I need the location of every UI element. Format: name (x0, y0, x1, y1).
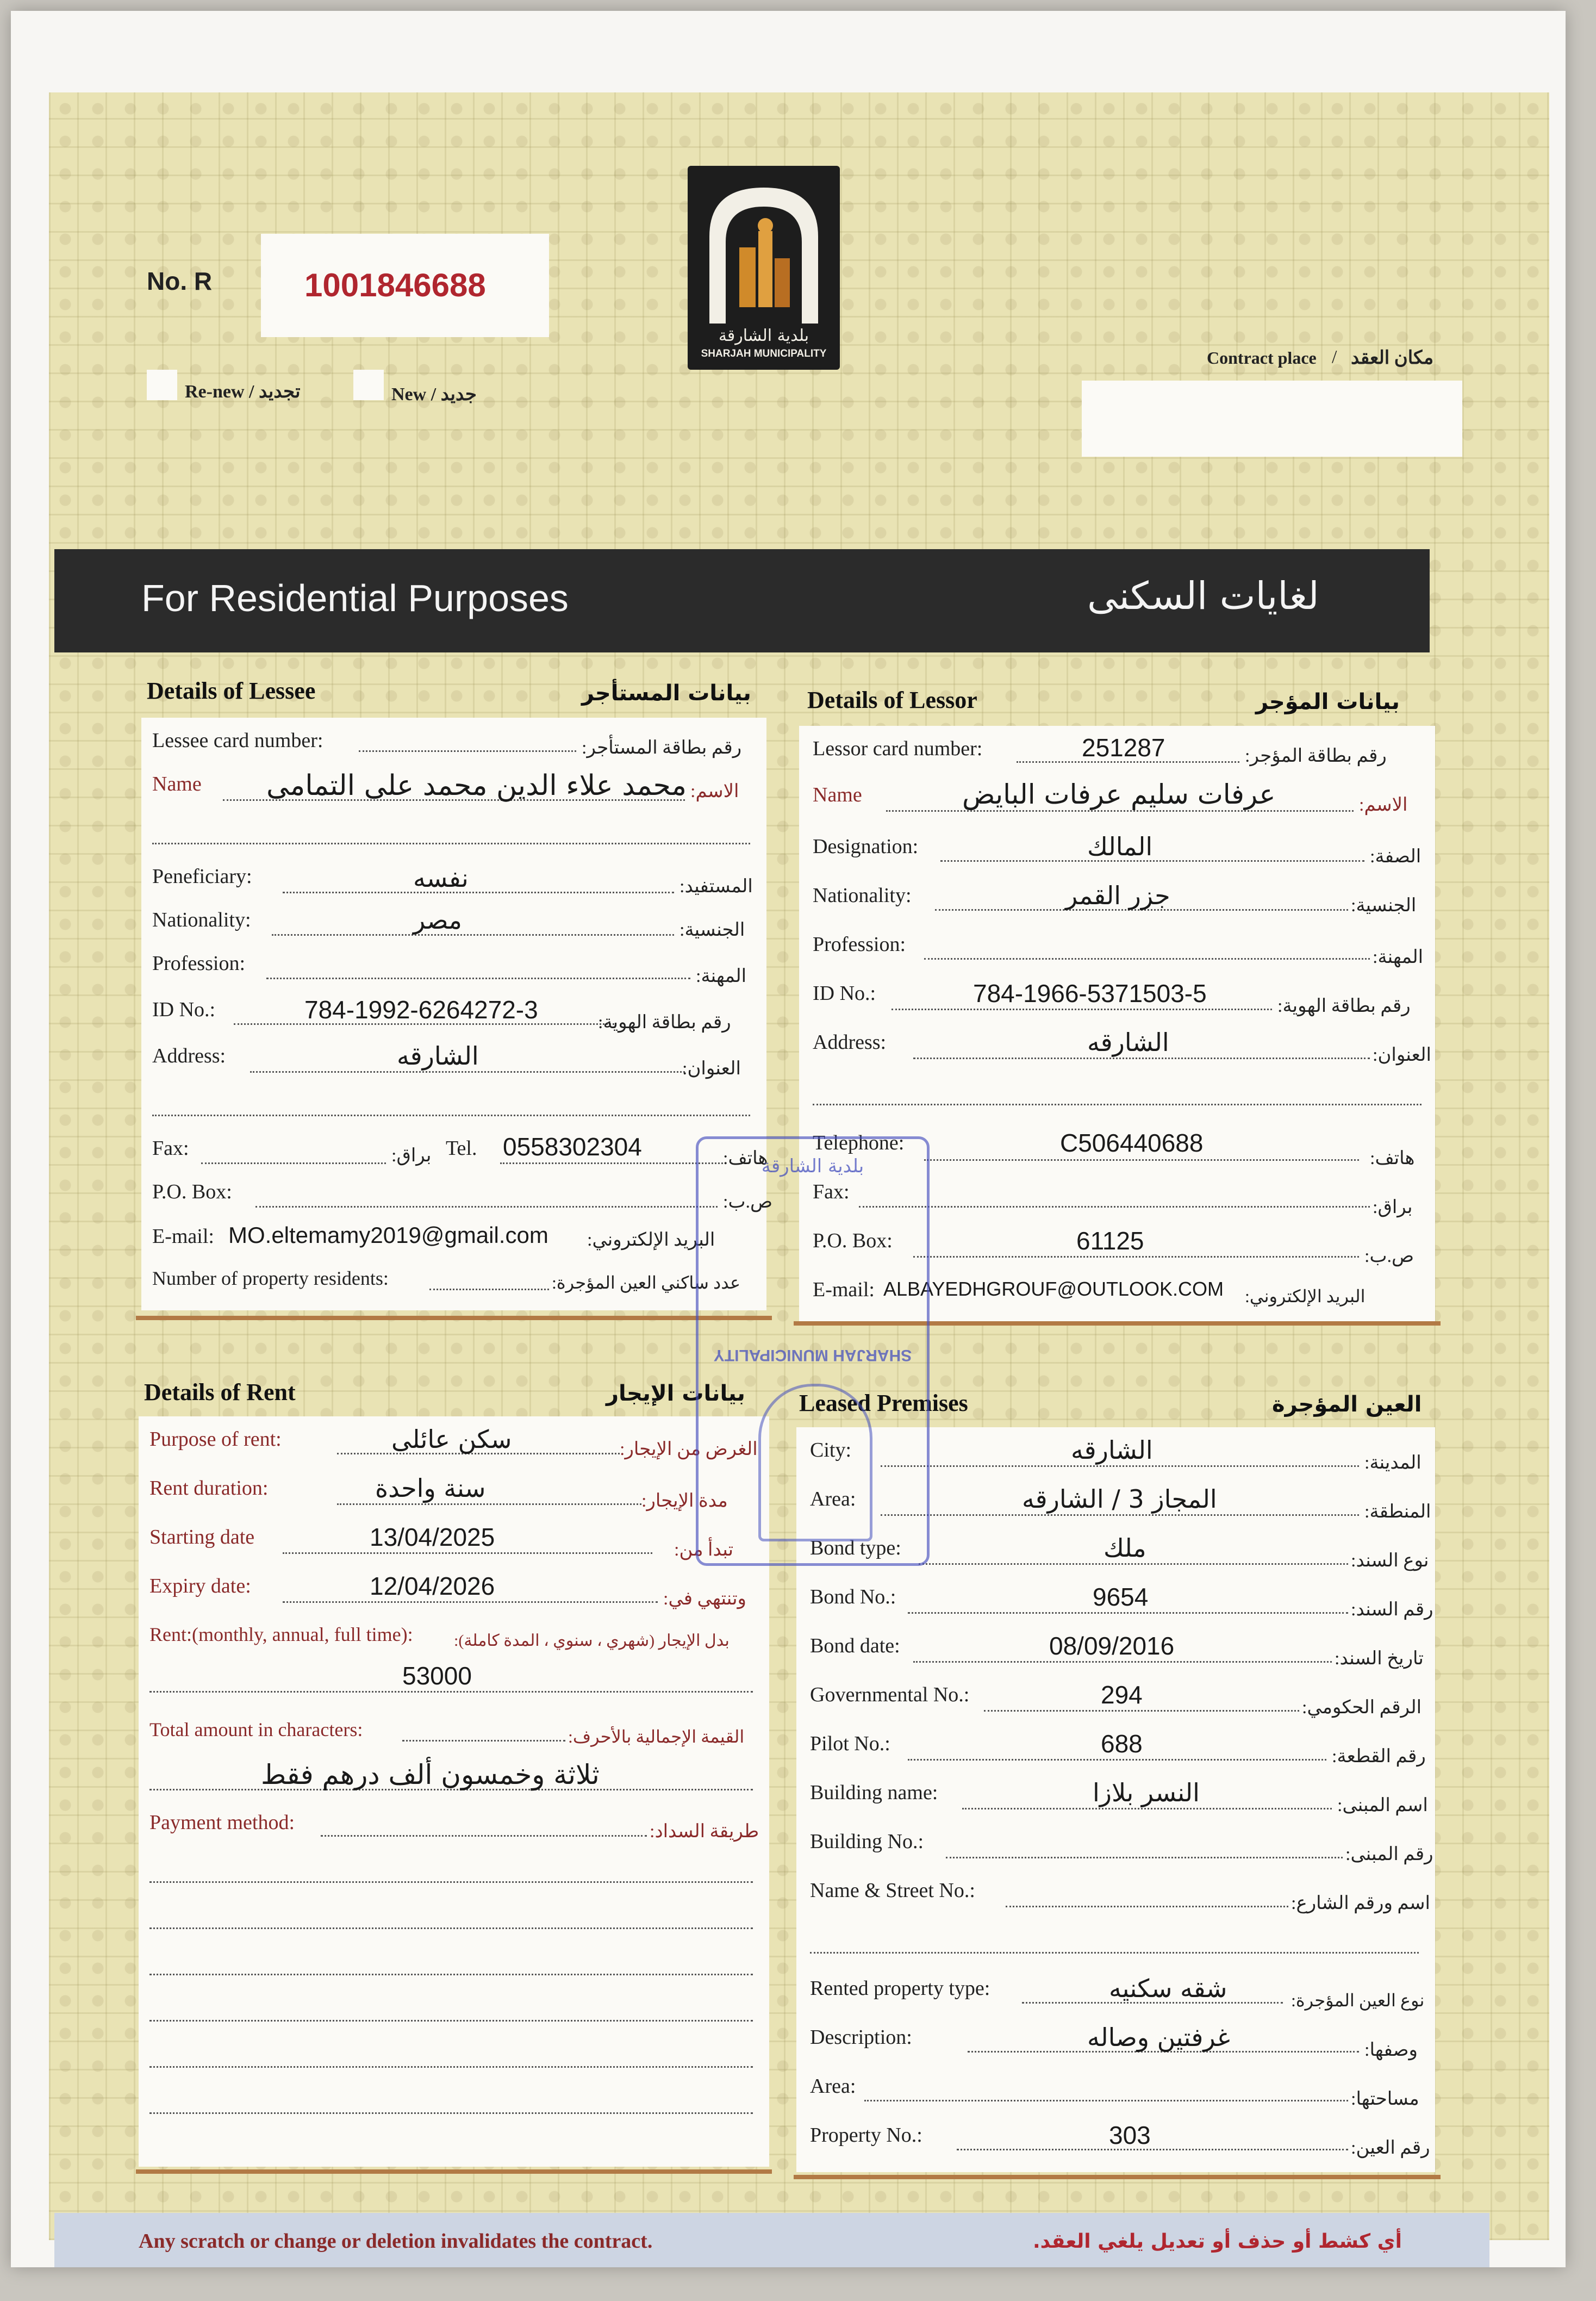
lessor-designation-label-en: Designation: (813, 835, 919, 858)
lessee-card-label-ar: رقم بطاقة المستأجر: (582, 738, 742, 758)
title-ar: لغايات السكنى (1087, 574, 1319, 618)
lessee-address-value: الشارقه (397, 1041, 479, 1071)
premises-bondtype-value: ملك (1104, 1533, 1146, 1563)
rent-expiry-label-en: Expiry date: (149, 1575, 251, 1597)
rent-amount-value: 53000 (402, 1662, 472, 1690)
footer-warning-en: Any scratch or change or deletion invalidates the contract. (139, 2230, 653, 2253)
dotted-line (149, 1691, 753, 1693)
lessee-profession-label-en: Profession: (152, 952, 245, 975)
premises-bondtype-label-en: Bond type: (810, 1537, 901, 1559)
lessor-card-value: 251287 (1082, 733, 1165, 762)
lessor-heading-ar: بيانات المؤجر (1256, 689, 1400, 714)
lessor-nationality-value: جزر القمر (1065, 881, 1170, 910)
dotted-line (149, 2066, 753, 2068)
lessor-card-label-ar: رقم بطاقة المؤجر: (1245, 746, 1387, 766)
premises-bonddate-label-en: Bond date: (810, 1634, 900, 1657)
lessee-name-value: محمد علاء الدين محمد على التمامى (266, 769, 687, 802)
dotted-line (500, 1162, 723, 1164)
premises-heading-en: Leased Premises (799, 1390, 968, 1416)
lessee-profession-label-ar: المهنة: (696, 966, 747, 986)
lessee-nationality-label-ar: الجنسية: (679, 920, 745, 940)
lessee-beneficiary-label-ar: المستفيد: (679, 876, 753, 897)
lessee-tel-value: 0558302304 (503, 1133, 642, 1161)
premises-bname-label-ar: اسم المبنى: (1337, 1795, 1428, 1815)
lessor-name-label-en: Name (813, 783, 862, 806)
lessee-email-label-ar: البريد الإلكتروني: (587, 1230, 715, 1250)
lessor-pobox-label-ar: ص.ب: (1364, 1246, 1414, 1266)
premises-bno-label-ar: رقم المبنى: (1345, 1844, 1433, 1864)
dotted-line (321, 1835, 647, 1837)
contract-place-label-ar: مكان العقد (1351, 348, 1434, 368)
premises-street-label-en: Name & Street No.: (810, 1879, 975, 1902)
dotted-line (984, 1710, 1299, 1712)
dotted-line (886, 810, 1354, 812)
lessor-nationality-label-ar: الجنسية: (1351, 895, 1417, 916)
rent-duration-label-en: Rent duration: (149, 1477, 269, 1500)
lessee-name-label-en: Name (152, 773, 202, 795)
dotted-line (1006, 1906, 1288, 1907)
rent-expiry-label-ar: وتنتهي في: (663, 1589, 746, 1609)
lessee-email-value: MO.eltemamy2019@gmail.com (228, 1222, 548, 1248)
photo-sheet (11, 11, 1566, 2267)
tenancy-contract-form (49, 92, 1549, 2253)
rent-section-rule (136, 2169, 772, 2174)
lessee-heading-ar: بيانات المستأجر (582, 681, 751, 706)
dotted-line (946, 1857, 1343, 1858)
contract-place-box (1082, 381, 1462, 457)
lessor-profession-label-ar: المهنة: (1373, 947, 1424, 967)
dotted-line (152, 1115, 750, 1116)
lessor-pobox-label-en: P.O. Box: (813, 1229, 893, 1252)
premises-propno-value: 303 (1109, 2121, 1151, 2149)
dotted-line (810, 1952, 1419, 1954)
premises-bno-label-en: Building No.: (810, 1830, 924, 1853)
lessor-email-value: ALBAYEDHGROUF@OUTLOOK.COM (883, 1278, 1224, 1300)
premises-plot-label-ar: رقم القطعة: (1332, 1746, 1426, 1767)
rent-payment-label-ar: طريقة السداد: (650, 1821, 759, 1842)
dotted-line (283, 1601, 658, 1603)
rent-total-label-en: Total amount in characters: (149, 1719, 363, 1740)
stamp-text-en: SHARJAH MUNICIPALITY (713, 1346, 912, 1364)
dotted-line (957, 2149, 1348, 2150)
premises-gov-value: 294 (1101, 1681, 1143, 1709)
premises-section-rule (794, 2175, 1441, 2179)
premises-ptype-value: شقه سكنيه (1109, 1974, 1227, 2003)
dotted-line (908, 1612, 1348, 1614)
lessor-id-value: 784-1966-5371503-5 (973, 979, 1207, 1008)
premises-plot-label-en: Pilot No.: (810, 1732, 890, 1755)
premises-bondtype-label-ar: نوع السند: (1351, 1551, 1429, 1571)
rent-start-value: 13/04/2025 (370, 1523, 495, 1551)
premises-bondno-label-en: Bond No.: (810, 1585, 896, 1608)
premises-area2-label-ar: مساحتها: (1351, 2089, 1419, 2109)
lessee-address-label-ar: العنوان: (682, 1059, 741, 1079)
new-label: New / جديد (391, 384, 477, 405)
lessee-fax-label-en: Fax: (152, 1137, 189, 1160)
lessor-email-label-en: E-mail: (813, 1278, 875, 1301)
lessor-email-label-ar: البريد الإلكتروني: (1245, 1286, 1366, 1306)
lessee-address-label-en: Address: (152, 1044, 226, 1067)
premises-ptype-label-en: Rented property type: (810, 1977, 990, 2000)
lessee-card-label-en: Lessee card number: (152, 729, 323, 752)
lessee-residents-label-ar: عدد ساكني العين المؤجرة: (552, 1273, 741, 1292)
dotted-line (201, 1162, 386, 1164)
lessor-name-label-ar: الاسم: (1359, 795, 1408, 815)
rent-amount-label-ar: بدل الإيجار (شهري ، سنوي ، المدة كاملة): (454, 1632, 730, 1650)
dotted-line (266, 978, 690, 979)
dotted-line (919, 1563, 1348, 1565)
lessee-tel-label: Tel. (446, 1137, 477, 1160)
lessee-nationality-value: مصر (413, 905, 462, 935)
lessee-beneficiary-value: نفسه (413, 863, 469, 893)
lessor-fax-label-en: Fax: (813, 1180, 850, 1203)
premises-propno-label-ar: رقم العين: (1351, 2138, 1430, 2158)
dotted-line (924, 958, 1370, 960)
dotted-line (149, 2112, 753, 2114)
premises-desc-label-ar: وصفها: (1364, 2040, 1418, 2060)
premises-desc-label-en: Description: (810, 2026, 912, 2049)
dotted-line (283, 1552, 652, 1554)
stamp-text-ar: بلدية الشارقة (761, 1155, 864, 1177)
rent-start-label-en: Starting date (149, 1526, 255, 1548)
lessor-heading-en: Details of Lessor (807, 687, 977, 713)
rent-amount-label-en: Rent:(monthly, annual, full time): (149, 1624, 413, 1645)
title-en: For Residential Purposes (141, 577, 569, 619)
sharjah-municipality-logo (688, 166, 840, 370)
lessee-fax-label-ar: براق: (391, 1146, 432, 1166)
contract-number-value: 1001846688 (304, 267, 486, 303)
new-checkbox[interactable] (353, 370, 384, 400)
premises-bondno-value: 9654 (1093, 1583, 1149, 1611)
dotted-line (272, 934, 674, 936)
lessee-email-label-en: E-mail: (152, 1225, 214, 1248)
premises-city-label-ar: المدينة: (1364, 1453, 1422, 1473)
lessee-name-label-ar: الاسم: (690, 781, 739, 801)
rent-total-label-ar: القيمة الإجمالية بالأحرف: (568, 1727, 745, 1746)
lessor-address-label-ar: العنوان: (1373, 1045, 1431, 1065)
premises-ptype-label-ar: نوع العين المؤجرة: (1291, 1991, 1425, 2010)
lessor-telephone-label-ar: هاتف: (1370, 1148, 1415, 1168)
premises-desc-value: غرفتين وصاله (1087, 2023, 1230, 2052)
dotted-line (149, 1927, 753, 1929)
rent-total-value: ثلاثة وخمسون ألف درهم فقط (261, 1759, 600, 1790)
dotted-line (402, 1740, 565, 1742)
rent-duration-value: سنة واحدة (375, 1473, 486, 1503)
premises-area-label-ar: المنطقة: (1364, 1502, 1431, 1522)
lessor-designation-value: المالك (1087, 832, 1153, 861)
lessor-nationality-label-en: Nationality: (813, 884, 912, 907)
lessor-name-value: عرفات سليم عرفات البايض (962, 779, 1276, 810)
logo-text-en: SHARJAH MUNICIPALITY (701, 348, 827, 359)
dotted-line (250, 1071, 685, 1073)
lessee-id-label-ar: رقم بطاقة الهوية: (598, 1012, 731, 1033)
premises-propno-label-en: Property No.: (810, 2124, 922, 2147)
rent-payment-label-en: Payment method: (149, 1811, 295, 1834)
dotted-line (962, 1808, 1332, 1809)
dotted-line (149, 1974, 753, 1975)
lessor-address-label-en: Address: (813, 1031, 887, 1054)
dotted-line (908, 1759, 1326, 1761)
premises-bonddate-value: 08/09/2016 (1049, 1632, 1175, 1660)
premises-area2-label-en: Area: (810, 2075, 856, 2098)
contract-place-label-en: Contract place (1207, 348, 1317, 368)
lessor-id-label-ar: رقم بطاقة الهوية: (1277, 996, 1411, 1016)
contract-place-separator: / (1332, 347, 1337, 367)
dotted-line (881, 1465, 1359, 1467)
premises-city-label-en: City: (810, 1439, 852, 1462)
lessor-pobox-value: 61125 (1076, 1227, 1144, 1255)
rent-heading-ar: بيانات الإيجار (606, 1381, 745, 1406)
premises-bname-label-en: Building name: (810, 1781, 938, 1804)
lessor-telephone-label-en: Telephone: (813, 1131, 905, 1154)
lessee-section-rule (136, 1316, 772, 1320)
premises-area-value: المجاز 3 / الشارقه (1022, 1484, 1217, 1514)
renew-checkbox[interactable] (147, 370, 177, 400)
dotted-line (913, 1058, 1370, 1059)
rent-expiry-value: 12/04/2026 (370, 1572, 495, 1600)
lessee-residents-label-en: Number of property residents: (152, 1267, 389, 1289)
logo-emblem-icon (688, 166, 840, 329)
premises-bonddate-label-ar: تاريخ السند: (1335, 1649, 1424, 1669)
premises-heading-ar: العين المؤجرة (1272, 1392, 1422, 1417)
premises-gov-label-ar: الرقم الحكومي: (1302, 1697, 1422, 1718)
dotted-line (152, 843, 750, 844)
lessee-heading-en: Details of Lessee (147, 677, 316, 704)
stamp-emblem-icon (758, 1384, 872, 1541)
lessee-pobox-label-en: P.O. Box: (152, 1180, 232, 1203)
dotted-line (149, 2020, 753, 2022)
dotted-line (864, 2100, 1348, 2101)
premises-city-value: الشارقه (1071, 1435, 1153, 1465)
rent-purpose-value: سكن عائلى (391, 1425, 512, 1454)
premises-street-label-ar: اسم ورقم الشارع: (1291, 1893, 1430, 1913)
dotted-line (359, 750, 576, 752)
lessee-tel-label-ar: هاتف: (723, 1148, 768, 1168)
lessee-id-value: 784-1992-6264272-3 (304, 996, 538, 1024)
dotted-line (859, 1206, 1370, 1208)
lessor-designation-label-ar: الصفة: (1370, 847, 1422, 867)
dotted-line (429, 1289, 549, 1290)
rent-duration-label-ar: مدة الإيجار: (641, 1491, 728, 1511)
dotted-line (255, 1206, 718, 1208)
municipality-stamp (696, 1136, 930, 1566)
rent-purpose-label-en: Purpose of rent: (149, 1428, 282, 1451)
renew-label: Re-new / تجديد (185, 382, 301, 402)
dotted-line (813, 1104, 1422, 1105)
dotted-line (881, 1514, 1359, 1516)
lessee-nationality-label-en: Nationality: (152, 909, 251, 931)
premises-bname-value: النسر بلازا (1093, 1778, 1200, 1807)
dotted-line (891, 1009, 1272, 1010)
lessee-id-label-en: ID No.: (152, 998, 216, 1021)
footer-warning-ar: أي كشط أو حذف أو تعديل يلغي العقد. (1033, 2230, 1402, 2253)
dotted-line (913, 1661, 1332, 1663)
premises-area-label-en: Area: (810, 1488, 856, 1510)
dotted-line (149, 1881, 753, 1883)
rent-heading-en: Details of Rent (144, 1379, 296, 1406)
dotted-line (924, 1159, 1359, 1161)
premises-gov-label-en: Governmental No.: (810, 1683, 970, 1706)
premises-plot-value: 688 (1101, 1730, 1143, 1758)
lessor-id-label-en: ID No.: (813, 982, 876, 1005)
lessee-beneficiary-label-en: Peneficiary: (152, 865, 252, 888)
lessor-fax-label-ar: براق: (1373, 1197, 1413, 1217)
dotted-line (337, 1503, 641, 1505)
rent-purpose-label-ar: الغرض من الإيجار: (620, 1439, 758, 1459)
dotted-line (283, 892, 674, 893)
dotted-line (913, 1256, 1359, 1258)
lessor-card-label-en: Lessor card number: (813, 737, 983, 760)
lessor-telephone-value: C506440688 (1060, 1129, 1204, 1157)
premises-bondno-label-ar: رقم السند: (1351, 1600, 1433, 1620)
contract-number-label: No. R (147, 267, 213, 295)
logo-text-ar: بلدية الشارقة (718, 326, 809, 345)
rent-start-label-ar: تبدأ من: (674, 1540, 734, 1560)
lessor-address-value: الشارقه (1087, 1028, 1169, 1057)
lessee-pobox-label-ar: ص.ب: (723, 1192, 773, 1212)
lessor-profession-label-en: Profession: (813, 933, 906, 956)
